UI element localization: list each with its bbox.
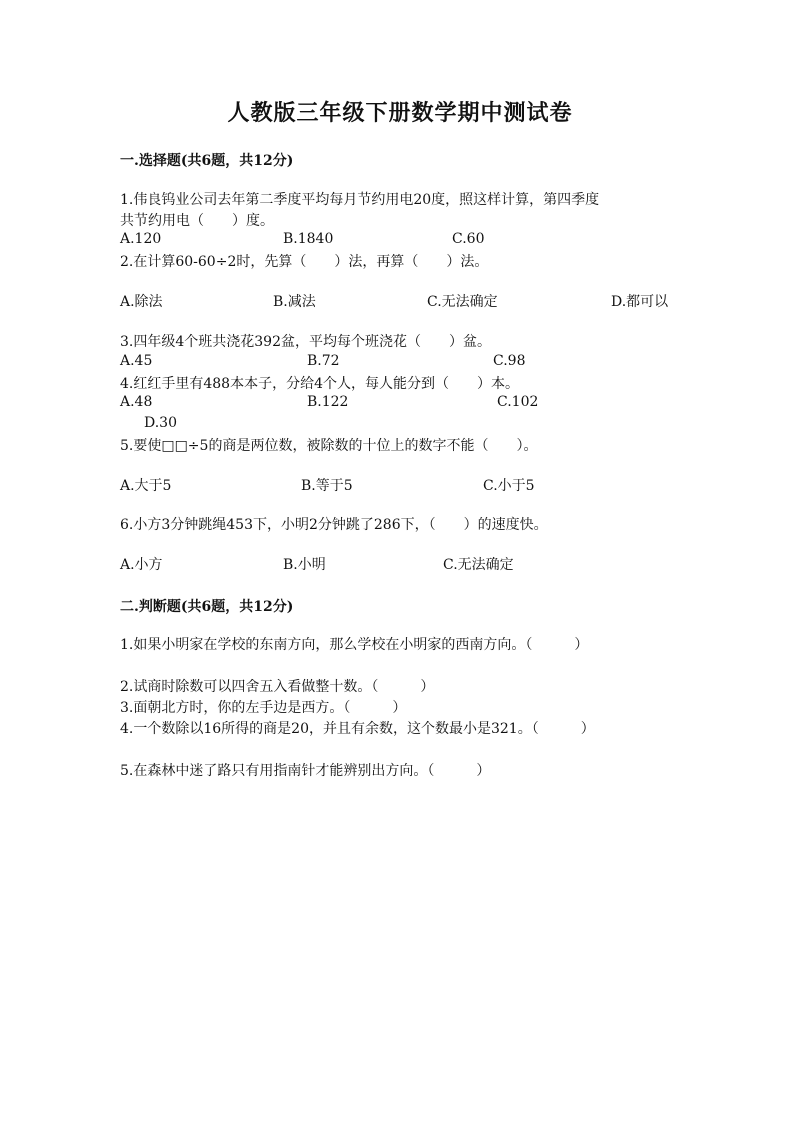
judgement-item-4: 4.一个数除以16所得的商是20，并且有余数，这个数最小是321。（ ） — [120, 721, 595, 737]
page-title: 人教版三年级下册数学期中测试卷 — [227, 100, 573, 126]
section-heading-judgement: 二.判断题(共6题，共12分) — [120, 599, 294, 615]
q6-option-a: A.小方 — [120, 557, 163, 573]
section-heading-choice: 一.选择题(共6题，共12分) — [120, 153, 294, 169]
q1-option-b: B.1840 — [283, 231, 334, 247]
question-1-line-2: 共节约用电（ ）度。 — [120, 213, 274, 229]
q5-option-b: B.等于5 — [301, 478, 353, 494]
q2-option-c: C.无法确定 — [427, 294, 498, 310]
judgement-item-2: 2.试商时除数可以四舍五入看做整十数。（ ） — [120, 679, 435, 695]
q4-option-d: D.30 — [144, 415, 177, 431]
q6-option-c: C.无法确定 — [443, 557, 514, 573]
q2-option-b: B.减法 — [273, 294, 316, 310]
q3-option-a: A.45 — [120, 353, 153, 369]
judgement-item-1: 1.如果小明家在学校的东南方向，那么学校在小明家的西南方向。（ ） — [120, 637, 589, 653]
judgement-item-3: 3.面朝北方时，你的左手边是西方。（ ） — [120, 700, 407, 716]
judgement-item-5: 5.在森林中迷了路只有用指南针才能辨别出方向。（ ） — [120, 763, 491, 779]
q5-option-a: A.大于5 — [120, 478, 172, 494]
question-4: 4.红红手里有488本本子，分给4个人，每人能分到（ ）本。 — [120, 376, 519, 392]
q5-option-c: C.小于5 — [483, 478, 535, 494]
q2-option-d: D.都可以 — [611, 294, 669, 310]
q3-option-b: B.72 — [307, 353, 340, 369]
question-5: 5.要使□□÷5的商是两位数，被除数的十位上的数字不能（ ）。 — [120, 438, 538, 454]
q1-option-a: A.120 — [120, 231, 162, 247]
question-2: 2.在计算60-60÷2时，先算（ ）法，再算（ ）法。 — [120, 254, 489, 270]
q3-option-c: C.98 — [493, 353, 526, 369]
question-6: 6.小方3分钟跳绳453下，小明2分钟跳了286下，（ ）的速度快。 — [120, 517, 548, 533]
question-3: 3.四年级4个班共浇花392盆，平均每个班浇花（ ）盆。 — [120, 334, 491, 350]
q1-option-c: C.60 — [452, 231, 485, 247]
q4-option-c: C.102 — [497, 394, 539, 410]
q4-option-a: A.48 — [120, 394, 153, 410]
q2-option-a: A.除法 — [120, 294, 163, 310]
q6-option-b: B.小明 — [283, 557, 326, 573]
q4-option-b: B.122 — [307, 394, 349, 410]
question-1-line-1: 1.伟良钨业公司去年第二季度平均每月节约用电20度，照这样计算，第四季度 — [120, 192, 600, 208]
